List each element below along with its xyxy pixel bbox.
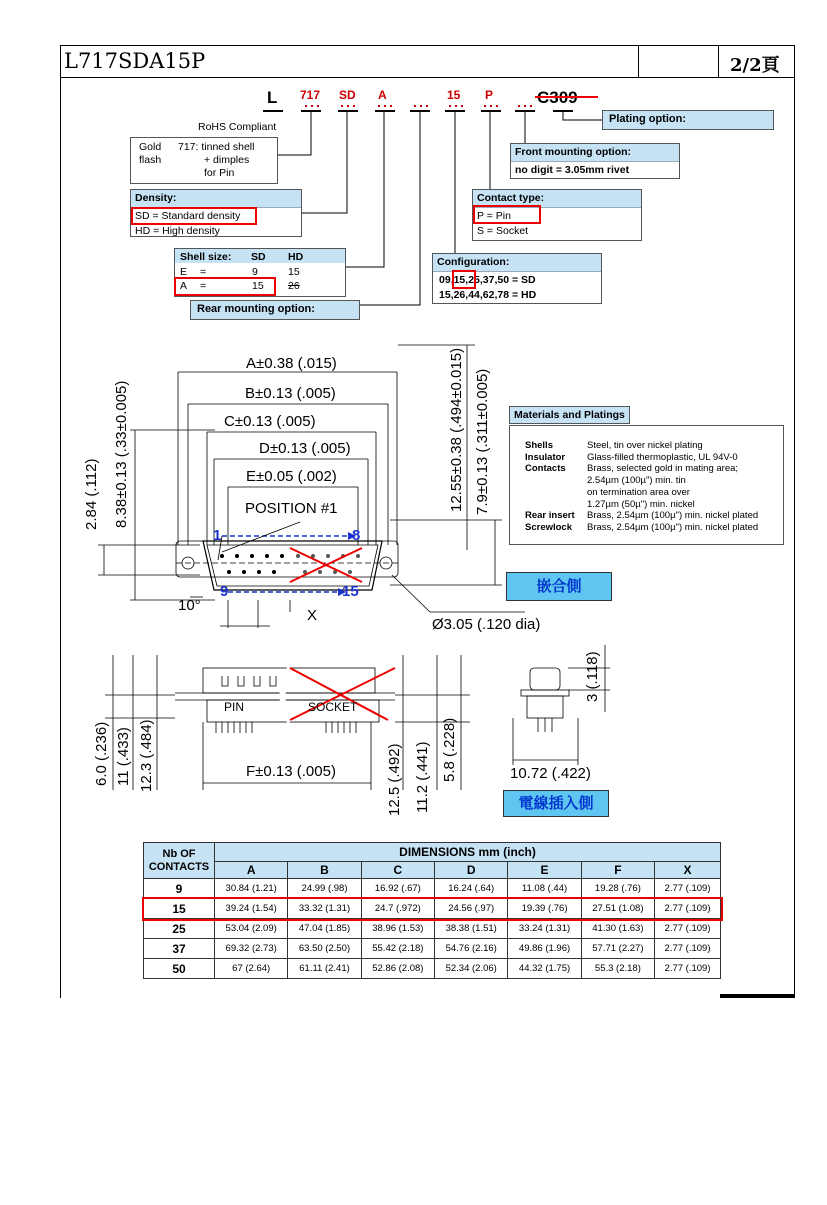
dim-a: A±0.38 (.015) bbox=[246, 355, 337, 372]
table-cell: 61.11 (2.41) bbox=[288, 959, 361, 979]
table-cell: 27.51 (1.08) bbox=[581, 899, 654, 919]
dim-v-2-84: 2.84 (.112) bbox=[83, 458, 100, 530]
shell-a-label: A bbox=[180, 280, 188, 292]
materials-value: 1.27µm (50µ") min. nickel bbox=[587, 498, 695, 510]
dimensions-group-header: DIMENSIONS mm (inch) bbox=[215, 843, 721, 862]
front-value: no digit = 3.05mm rivet bbox=[515, 164, 630, 176]
table-cell: 19.39 (.76) bbox=[508, 899, 581, 919]
density-sd: SD = Standard density bbox=[135, 210, 241, 222]
pin-label: PIN bbox=[224, 700, 245, 714]
table-cell: 2.77 (.109) bbox=[655, 959, 721, 979]
table-cell: 2.77 (.109) bbox=[655, 919, 721, 939]
dim-v-6-0: 6.0 (.236) bbox=[93, 721, 110, 786]
code-shell: A bbox=[378, 88, 387, 102]
rear-mounting-label: Rear mounting option: bbox=[190, 300, 360, 320]
pin-9-label: 9 bbox=[220, 583, 229, 600]
materials-value: Steel, tin over nickel plating bbox=[587, 440, 703, 451]
code-config: 15 bbox=[447, 88, 461, 102]
dim-f: F±0.13 (.005) bbox=[246, 763, 336, 780]
materials-key: Screwlock bbox=[525, 521, 572, 533]
table-cell: 55.42 (2.18) bbox=[361, 939, 434, 959]
table-cell: 53.04 (2.09) bbox=[215, 919, 288, 939]
dim-d: D±0.13 (.005) bbox=[259, 440, 351, 457]
dim-10-72: 10.72 (.422) bbox=[510, 765, 591, 782]
table-cell: 44.32 (1.75) bbox=[508, 959, 581, 979]
materials-key: Rear insert bbox=[525, 510, 575, 522]
table-cell: 11.08 (.44) bbox=[508, 879, 581, 899]
col-contacts: Nb OF CONTACTS bbox=[144, 843, 215, 879]
mating-side-tag: 嵌合側 bbox=[506, 572, 612, 601]
code-contact: P bbox=[485, 88, 494, 102]
table-cell: 33.24 (1.31) bbox=[508, 919, 581, 939]
materials-value: Brass, 2.54µm (100µ") min. nickel plated bbox=[587, 510, 759, 522]
table-cell: 2.77 (.109) bbox=[655, 879, 721, 899]
table-cell: 50 bbox=[144, 959, 215, 979]
shell-a-sd: 15 bbox=[252, 280, 264, 292]
position-label: POSITION #1 bbox=[245, 500, 338, 517]
table-cell: 39.24 (1.54) bbox=[215, 899, 288, 919]
table-cell: 67 (2.64) bbox=[215, 959, 288, 979]
materials-key: Contacts bbox=[525, 463, 566, 475]
table-cell: 38.96 (1.53) bbox=[361, 919, 434, 939]
shell-a-eq: = bbox=[200, 280, 207, 292]
table-row bbox=[144, 939, 721, 959]
table-row-highlighted bbox=[144, 899, 721, 919]
materials-value: on termination area over bbox=[587, 486, 690, 498]
table-cell: 9 bbox=[144, 879, 215, 899]
table-cell: 33.32 (1.31) bbox=[288, 899, 361, 919]
dim-v-7-9: 7.9±0.13 (.311±0.005) bbox=[474, 368, 491, 515]
part-number-title: L717SDA15P bbox=[64, 49, 206, 73]
shell-col-sd: SD bbox=[251, 251, 266, 263]
contact-socket: S = Socket bbox=[477, 225, 529, 237]
pin-8-label: 8 bbox=[352, 527, 361, 544]
dim-v-5-8: 5.8 (.228) bbox=[441, 717, 458, 782]
shell-e-sd: 9 bbox=[252, 266, 258, 278]
code-series: 717 bbox=[300, 88, 321, 102]
table-cell: 24.99 (.98) bbox=[288, 879, 361, 899]
materials-value: 2.54µm (100µ") min. tin bbox=[587, 475, 686, 487]
table-cell: 2.77 (.109) bbox=[655, 899, 721, 919]
materials-value: Glass-filled thermoplastic, UL 94V-0 bbox=[587, 451, 738, 463]
table-cell: 19.28 (.76) bbox=[581, 879, 654, 899]
config-title: Configuration: bbox=[433, 254, 601, 272]
hole-diameter: Ø3.05 (.120 dia) bbox=[432, 616, 541, 633]
dim-v-8-38: 8.38±0.13 (.33±0.005) bbox=[113, 380, 130, 528]
dim-e: E±0.05 (.002) bbox=[246, 468, 337, 485]
dim-v-12-5: 12.5 (.492) bbox=[386, 743, 403, 816]
col-e: E bbox=[508, 862, 581, 879]
col-f: F bbox=[581, 862, 654, 879]
table-row bbox=[144, 959, 721, 979]
wire-side-tag: 電線插入側 bbox=[503, 790, 609, 817]
materials-value: Brass, 2.54µm (100µ") min. nickel plated bbox=[587, 521, 759, 533]
table-cell: 16.92 (.67) bbox=[361, 879, 434, 899]
code-prefix: L bbox=[267, 88, 278, 107]
materials-key: Insulator bbox=[525, 451, 566, 463]
table-cell: 24.7 (.972) bbox=[361, 899, 434, 919]
rohs-gold: Gold bbox=[139, 141, 162, 153]
table-cell: 2.77 (.109) bbox=[655, 939, 721, 959]
footer-bar bbox=[720, 994, 795, 998]
rohs-label: RoHS Compliant bbox=[198, 121, 277, 133]
table-cell: 52.86 (2.08) bbox=[361, 959, 434, 979]
contact-pin: P = Pin bbox=[477, 210, 511, 222]
col-b: B bbox=[288, 862, 361, 879]
contact-title: Contact type: bbox=[473, 190, 641, 208]
page-number: 2/2頁 bbox=[730, 55, 780, 76]
dim-v-3: 3 (.118) bbox=[584, 651, 601, 702]
materials-key: Shells bbox=[525, 440, 553, 451]
materials-title: Materials and Platings bbox=[509, 406, 630, 424]
table-cell: 55.3 (2.18) bbox=[581, 959, 654, 979]
rohs-line3: for Pin bbox=[204, 167, 235, 179]
table-cell: 69.32 (2.73) bbox=[215, 939, 288, 959]
table-cell: 49.86 (1.96) bbox=[508, 939, 581, 959]
col-d: D bbox=[435, 862, 508, 879]
dim-v-12-55: 12.55±0.38 (.494±0.015) bbox=[448, 347, 465, 512]
table-cell: 37 bbox=[144, 939, 215, 959]
code-front: C309 bbox=[537, 88, 578, 107]
rohs-line1: 717: tinned shell bbox=[178, 141, 255, 153]
shell-a-hd: 26 bbox=[288, 280, 300, 292]
dimensions-table bbox=[143, 842, 721, 979]
table-cell: 41.30 (1.63) bbox=[581, 919, 654, 939]
table-cell: 54.76 (2.16) bbox=[435, 939, 508, 959]
table-cell: 30.84 (1.21) bbox=[215, 879, 288, 899]
rohs-line2: + dimples bbox=[204, 154, 250, 166]
table-cell: 52.34 (2.06) bbox=[435, 959, 508, 979]
shell-col-hd: HD bbox=[288, 251, 304, 263]
table-row bbox=[144, 919, 721, 939]
table-cell: 24.56 (.97) bbox=[435, 899, 508, 919]
dim-b: B±0.13 (.005) bbox=[245, 385, 336, 402]
config-hd: 15,26,44,62,78 = HD bbox=[439, 289, 537, 301]
density-title: Density: bbox=[131, 190, 301, 208]
density-hd: HD = High density bbox=[135, 225, 220, 237]
shell-title: Shell size: bbox=[180, 251, 232, 263]
shell-e-label: E bbox=[180, 266, 188, 278]
col-a: A bbox=[215, 862, 288, 879]
pin-15-label: 15 bbox=[342, 583, 359, 600]
table-cell: 57.71 (2.27) bbox=[581, 939, 654, 959]
materials-value: Brass, selected gold in mating area; bbox=[587, 463, 739, 475]
angle-label: 10° bbox=[178, 597, 201, 614]
table-cell: 38.38 (1.51) bbox=[435, 919, 508, 939]
col-x: X bbox=[655, 862, 721, 879]
col-c: C bbox=[361, 862, 434, 879]
dim-v-12-3: 12.3 (.484) bbox=[138, 719, 155, 792]
config-sd: 09,15,25,37,50 = SD bbox=[439, 274, 536, 286]
table-row bbox=[144, 879, 721, 899]
table-cell: 63.50 (2.50) bbox=[288, 939, 361, 959]
dim-v-11: 11 (.433) bbox=[115, 727, 132, 786]
front-title: Front mounting option: bbox=[511, 144, 679, 162]
shell-e-eq: = bbox=[200, 266, 207, 278]
socket-label: SOCKET bbox=[308, 700, 358, 714]
dim-v-11-2: 11.2 (.441) bbox=[414, 741, 431, 813]
table-cell: 25 bbox=[144, 919, 215, 939]
x-label: X bbox=[307, 607, 318, 624]
dim-c: C±0.13 (.005) bbox=[224, 413, 316, 430]
plating-option-label: Plating option: bbox=[602, 110, 774, 130]
table-cell: 16.24 (.64) bbox=[435, 879, 508, 899]
shell-e-hd: 15 bbox=[288, 266, 300, 278]
table-cell: 47.04 (1.85) bbox=[288, 919, 361, 939]
table-cell: 15 bbox=[144, 899, 215, 919]
code-density: SD bbox=[339, 88, 356, 102]
rohs-flash: flash bbox=[139, 154, 162, 166]
pin-1-label: 1 bbox=[213, 527, 222, 544]
